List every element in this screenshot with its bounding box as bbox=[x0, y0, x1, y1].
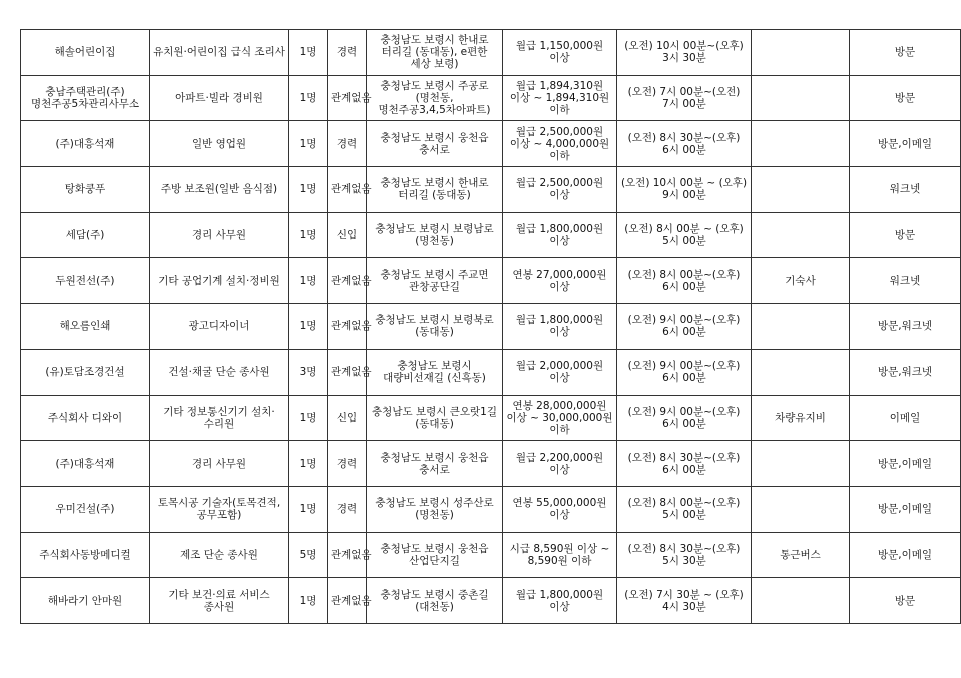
cell-benefit bbox=[752, 578, 850, 624]
cell-career: 관계없음 bbox=[328, 75, 367, 121]
cell-career: 신입 bbox=[328, 395, 367, 441]
cell-job: 아파트·빌라 경비원 bbox=[150, 75, 289, 121]
cell-wage: 연봉 27,000,000원 이상 bbox=[503, 258, 617, 304]
cell-hours: (오전) 9시 00분~(오후) 6시 00분 bbox=[617, 304, 752, 350]
cell-count: 5명 bbox=[289, 532, 328, 578]
cell-address: 충청남도 보령시 주교면 관창공단길 bbox=[367, 258, 503, 304]
job-listings-table bbox=[20, 29, 961, 624]
table-body bbox=[21, 30, 961, 624]
cell-hours: (오전) 10시 00분~(오후) 3시 30분 bbox=[617, 30, 752, 76]
cell-company: 두원전선(주) bbox=[21, 258, 150, 304]
table-row bbox=[21, 30, 961, 76]
cell-job: 경리 사무원 bbox=[150, 441, 289, 487]
cell-company: (주)대흥석재 bbox=[21, 441, 150, 487]
cell-address: 충청남도 보령시 보령북로 (동대동) bbox=[367, 304, 503, 350]
cell-benefit bbox=[752, 486, 850, 532]
cell-wage: 시급 8,590원 이상 ~ 8,590원 이하 bbox=[503, 532, 617, 578]
cell-career: 경력 bbox=[328, 486, 367, 532]
cell-count: 1명 bbox=[289, 30, 328, 76]
table-row bbox=[21, 75, 961, 121]
cell-job: 경리 사무원 bbox=[150, 212, 289, 258]
cell-company: 해바라기 안마원 bbox=[21, 578, 150, 624]
cell-benefit bbox=[752, 304, 850, 350]
cell-benefit: 기숙사 bbox=[752, 258, 850, 304]
cell-company: 주식회사동방메디컬 bbox=[21, 532, 150, 578]
cell-company: 해솔어린이집 bbox=[21, 30, 150, 76]
cell-benefit: 차량유지비 bbox=[752, 395, 850, 441]
cell-count: 1명 bbox=[289, 75, 328, 121]
cell-hours: (오전) 9시 00분~(오후) 6시 00분 bbox=[617, 349, 752, 395]
cell-method: 방문,이메일 bbox=[850, 486, 961, 532]
cell-count: 1명 bbox=[289, 212, 328, 258]
cell-hours: (오전) 8시 30분~(오후) 6시 00분 bbox=[617, 121, 752, 167]
cell-method: 방문,워크넷 bbox=[850, 349, 961, 395]
cell-company: 주식회사 디와이 bbox=[21, 395, 150, 441]
cell-hours: (오전) 9시 00분~(오후) 6시 00분 bbox=[617, 395, 752, 441]
cell-hours: (오전) 8시 30분~(오후) 5시 30분 bbox=[617, 532, 752, 578]
cell-job: 유치원·어린이집 급식 조리사 bbox=[150, 30, 289, 76]
cell-address: 충청남도 보령시 한내로 터리길 (동대동), e편한 세상 보령) bbox=[367, 30, 503, 76]
table-row bbox=[21, 441, 961, 487]
cell-method: 방문,이메일 bbox=[850, 121, 961, 167]
cell-benefit bbox=[752, 75, 850, 121]
cell-address: 충청남도 보령시 성주산로 (명천동) bbox=[367, 486, 503, 532]
table-row bbox=[21, 532, 961, 578]
cell-career: 경력 bbox=[328, 30, 367, 76]
cell-wage: 연봉 28,000,000원 이상 ~ 30,000,000원 이하 bbox=[503, 395, 617, 441]
cell-company: 세담(주) bbox=[21, 212, 150, 258]
table-row bbox=[21, 167, 961, 213]
cell-address: 충청남도 보령시 웅천읍 산업단지길 bbox=[367, 532, 503, 578]
cell-address: 충청남도 보령시 보령남로 (명천동) bbox=[367, 212, 503, 258]
cell-job: 제조 단순 종사원 bbox=[150, 532, 289, 578]
cell-wage: 월급 1,800,000원 이상 bbox=[503, 212, 617, 258]
cell-wage: 월급 2,200,000원 이상 bbox=[503, 441, 617, 487]
cell-address: 충청남도 보령시 한내로 터리길 (동대동) bbox=[367, 167, 503, 213]
cell-wage: 월급 2,500,000원 이상 ~ 4,000,000원 이하 bbox=[503, 121, 617, 167]
table-row bbox=[21, 395, 961, 441]
cell-method: 방문 bbox=[850, 30, 961, 76]
cell-career: 경력 bbox=[328, 441, 367, 487]
cell-job: 기타 정보통신기기 설치·수리원 bbox=[150, 395, 289, 441]
cell-career: 관계없음 bbox=[328, 258, 367, 304]
cell-hours: (오전) 8시 00분~(오후) 5시 00분 bbox=[617, 486, 752, 532]
cell-count: 1명 bbox=[289, 395, 328, 441]
cell-address: 충청남도 보령시 웅천읍 충서로 bbox=[367, 441, 503, 487]
cell-method: 방문 bbox=[850, 578, 961, 624]
cell-benefit: 통근버스 bbox=[752, 532, 850, 578]
cell-job: 기타 보건·의료 서비스 종사원 bbox=[150, 578, 289, 624]
cell-hours: (오전) 7시 30분 ~ (오후) 4시 30분 bbox=[617, 578, 752, 624]
cell-career: 경력 bbox=[328, 121, 367, 167]
cell-wage: 월급 1,800,000원 이상 bbox=[503, 578, 617, 624]
cell-count: 3명 bbox=[289, 349, 328, 395]
cell-wage: 월급 1,150,000원 이상 bbox=[503, 30, 617, 76]
table-row bbox=[21, 486, 961, 532]
cell-address: 충청남도 보령시 웅천읍 충서로 bbox=[367, 121, 503, 167]
cell-company: (유)토담조경건설 bbox=[21, 349, 150, 395]
cell-count: 1명 bbox=[289, 304, 328, 350]
cell-hours: (오전) 10시 00분 ~ (오후) 9시 00분 bbox=[617, 167, 752, 213]
cell-address: 충청남도 보령시 주공로 (명천동, 명천주공3,4,5차아파트) bbox=[367, 75, 503, 121]
cell-method: 방문 bbox=[850, 212, 961, 258]
cell-benefit bbox=[752, 441, 850, 487]
cell-job: 주방 보조원(일반 음식점) bbox=[150, 167, 289, 213]
cell-wage: 월급 1,894,310원 이상 ~ 1,894,310원 이하 bbox=[503, 75, 617, 121]
cell-benefit bbox=[752, 212, 850, 258]
cell-benefit bbox=[752, 30, 850, 76]
cell-career: 관계없음 bbox=[328, 167, 367, 213]
cell-method: 워크넷 bbox=[850, 258, 961, 304]
cell-method: 방문,워크넷 bbox=[850, 304, 961, 350]
cell-count: 1명 bbox=[289, 441, 328, 487]
cell-count: 1명 bbox=[289, 578, 328, 624]
cell-company: 우미건설(주) bbox=[21, 486, 150, 532]
cell-wage: 연봉 55,000,000원 이상 bbox=[503, 486, 617, 532]
table-row bbox=[21, 304, 961, 350]
cell-job: 기타 공업기계 설치·정비원 bbox=[150, 258, 289, 304]
cell-count: 1명 bbox=[289, 121, 328, 167]
cell-company: (주)대흥석재 bbox=[21, 121, 150, 167]
cell-career: 관계없음 bbox=[328, 578, 367, 624]
cell-job: 건설·채굴 단순 종사원 bbox=[150, 349, 289, 395]
table-row bbox=[21, 212, 961, 258]
cell-hours: (오전) 8시 00분 ~ (오후) 5시 00분 bbox=[617, 212, 752, 258]
cell-method: 방문 bbox=[850, 75, 961, 121]
cell-wage: 월급 2,500,000원 이상 bbox=[503, 167, 617, 213]
cell-method: 방문,이메일 bbox=[850, 441, 961, 487]
cell-hours: (오전) 8시 00분~(오후) 6시 00분 bbox=[617, 258, 752, 304]
cell-job: 광고디자이너 bbox=[150, 304, 289, 350]
cell-career: 관계없음 bbox=[328, 532, 367, 578]
cell-count: 1명 bbox=[289, 486, 328, 532]
cell-company: 해오름인쇄 bbox=[21, 304, 150, 350]
cell-wage: 월급 2,000,000원 이상 bbox=[503, 349, 617, 395]
cell-wage: 월급 1,800,000원 이상 bbox=[503, 304, 617, 350]
table-row bbox=[21, 578, 961, 624]
cell-count: 1명 bbox=[289, 167, 328, 213]
table-row bbox=[21, 121, 961, 167]
cell-job: 토목시공 기술자(토목견적, 공무포함) bbox=[150, 486, 289, 532]
cell-benefit bbox=[752, 167, 850, 213]
cell-hours: (오전) 8시 30분~(오후) 6시 00분 bbox=[617, 441, 752, 487]
cell-address: 충청남도 보령시 큰오랏1길 (동대동) bbox=[367, 395, 503, 441]
cell-career: 신입 bbox=[328, 212, 367, 258]
cell-job: 일반 영업원 bbox=[150, 121, 289, 167]
cell-benefit bbox=[752, 121, 850, 167]
cell-benefit bbox=[752, 349, 850, 395]
cell-career: 관계없음 bbox=[328, 304, 367, 350]
cell-company: 탕화쿵푸 bbox=[21, 167, 150, 213]
cell-method: 방문,이메일 bbox=[850, 532, 961, 578]
table-row bbox=[21, 258, 961, 304]
cell-hours: (오전) 7시 00분~(오전) 7시 00분 bbox=[617, 75, 752, 121]
cell-company: 충남주택관리(주)명천주공5차관리사무소 bbox=[21, 75, 150, 121]
table-row bbox=[21, 349, 961, 395]
cell-address: 충청남도 보령시 대량비선재길 (신흑동) bbox=[367, 349, 503, 395]
cell-address: 충청남도 보령시 중촌길 (대천동) bbox=[367, 578, 503, 624]
cell-career: 관계없음 bbox=[328, 349, 367, 395]
cell-method: 워크넷 bbox=[850, 167, 961, 213]
cell-method: 이메일 bbox=[850, 395, 961, 441]
cell-count: 1명 bbox=[289, 258, 328, 304]
